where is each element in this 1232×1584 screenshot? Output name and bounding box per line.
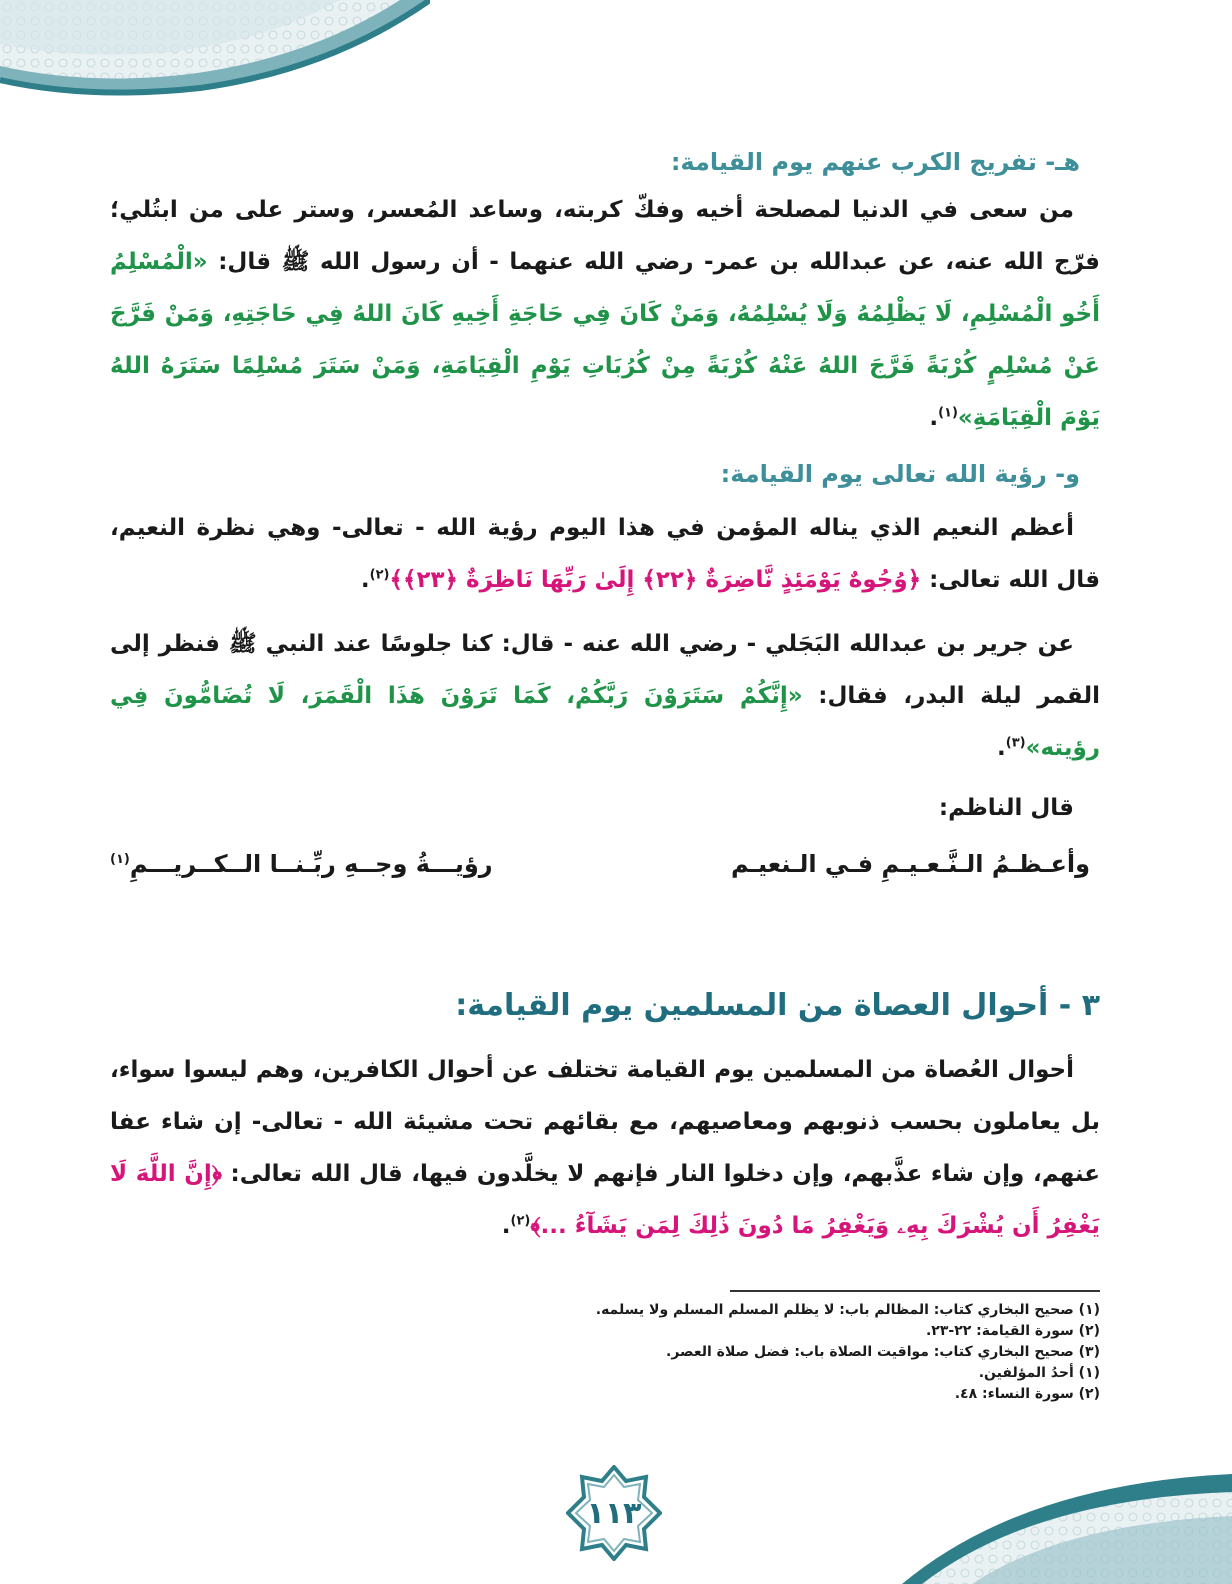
period: . [997,735,1006,761]
footnote-item: (٣) صحيح البخاري كتاب: مواقيت الصلاة باب: فضل صلاة العصر. [666,1344,1100,1360]
top-corner-ornament [0,0,430,110]
footnote-ref[interactable]: (١) [938,405,958,421]
hadith-text: «الْمُسْلِمُ أَخُو الْمُسْلِمِ، لَا يَظْلِمُهُ وَلَا يُسْلِمُهُ، وَمَنْ كَانَ فِي حَاجَةِ أَخِيهِ كَانَ اللهُ فِي حَاجَتِهِ، وَمَنْ فَرَّجَ عَنْ مُسْلِمٍ كُرْبَةً فَرَّجَ اللهُ عَنْهُ كُرْبَةً مِنْ كُرُبَاتِ يَوْمِ الْقِيَامَةِ، وَمَنْ سَتَرَ مُسْلِمًا سَتَرَهُ اللهُ يَوْمَ الْقِيَامَةِ» [110,249,1100,431]
footnote-item: (٢) سورة القيامة: ٢٢-٢٣. [925,1323,1100,1339]
period: . [360,567,370,593]
paragraph-3 [110,1044,1100,1252]
paragraph-3-text: أحوال العُصاة من المسلمين يوم القيامة تختلف عن أحوال الكافرين، وهم ليسوا سواء، بل يعاملون بحسب ذنوبهم ومعاصيهم، مع بقائهم تحت مشيئة الله - تعالى- إن شاء عفا عنهم، وإن شاء عذَّبهم، وإن دخلوا النار فإنهم لا يخلَّدون فيها، قال الله تعالى: [110,1057,1101,1187]
page-content [110,140,1100,1252]
poet-label: قال الناظم: [938,795,1074,821]
quran-verse: ﴿إِنَّ اللَّهَ لَا يَغْفِرُ أَن يُشْرَكَ بِهِۦ وَيَغْفِرُ مَا دُونَ ذَٰلِكَ لِمَن يَشَآءُ ...﴾ [110,1161,1100,1239]
poem-hemistich-left-text: رؤيـــةُ وجــهِ ربِّـنــا الــكــريـــمِ [129,850,493,878]
period: . [929,405,939,431]
section-heading-w: و- رؤية الله تعالى يوم القيامة: [720,460,1080,488]
poem-verse [110,834,1100,894]
paragraph-e1-text: من سعى في الدنيا لمصلحة أخيه وفكّ كربته، وساعد المُعسر، وستر على من ابتُلي؛ فرّج الله عنه، عن عبدالله بن عمر- رضي الله عنهما - أن رسول الله ﷺ قال: [110,197,1100,275]
page-number: ١١٣ [586,1495,642,1531]
paragraph-w1 [110,502,1100,606]
quran-verse: ﴿وُجُوهٌ يَوْمَئِذٍ نَّاضِرَةٌ ﴿٢٢﴾ إِلَىٰ رَبِّهَا نَاظِرَةٌ ﴿٢٣﴾﴾ [389,567,922,593]
page-number-badge [566,1465,662,1561]
period: . [501,1213,511,1239]
footnote-ref[interactable]: (١) [110,852,130,867]
paragraph-w2 [110,618,1100,774]
footnote-ref[interactable]: (٣) [1005,735,1026,751]
section-heading-3: ٣ - أحوال العصاة من المسلمين يوم القيامة: [455,988,1100,1023]
hadith-text: «إِنَّكُمْ سَتَرَوْنَ رَبَّكُمْ، كَمَا تَرَوْنَ هَذَا الْقَمَرَ، لَا تُضَامُّونَ فِي رؤيته» [110,683,1100,761]
footnote-item: (١) أحدُ المؤلفين. [978,1365,1100,1381]
footnote-divider [730,1290,1100,1292]
paragraph-w1-text: أعظم النعيم الذي يناله المؤمن في هذا اليوم رؤية الله - تعالى- وهي نظرة النعيم، قال الله تعالى: [110,515,1100,593]
footnote-ref[interactable]: (٢) [510,1213,531,1229]
paragraph-e1 [110,184,1100,444]
poem-hemistich-right: وأعـظـمُ الـنَّـعـيـمِ فـي الـنعيـم [730,850,1090,878]
poem-hemistich-left [110,834,493,894]
footnote-item: (١) صحيح البخاري كتاب: المظالم باب: لا يظلم المسلم المسلم ولا يسلمه. [595,1302,1100,1318]
footnote-ref[interactable]: (٢) [369,567,390,583]
bottom-corner-ornament [902,1454,1232,1584]
section-heading-e: هـ- تفريج الكرب عنهم يوم القيامة: [670,148,1080,176]
footnotes [130,1290,1100,1405]
footnote-item: (٢) سورة النساء: ٤٨. [954,1386,1100,1402]
paragraph-w2-text: عن جرير بن عبدالله البَجَلي - رضي الله عنه - قال: كنا جلوسًا عند النبي ﷺ فنظر إلى القمر ليلة البدر، فقال: [110,631,1100,709]
